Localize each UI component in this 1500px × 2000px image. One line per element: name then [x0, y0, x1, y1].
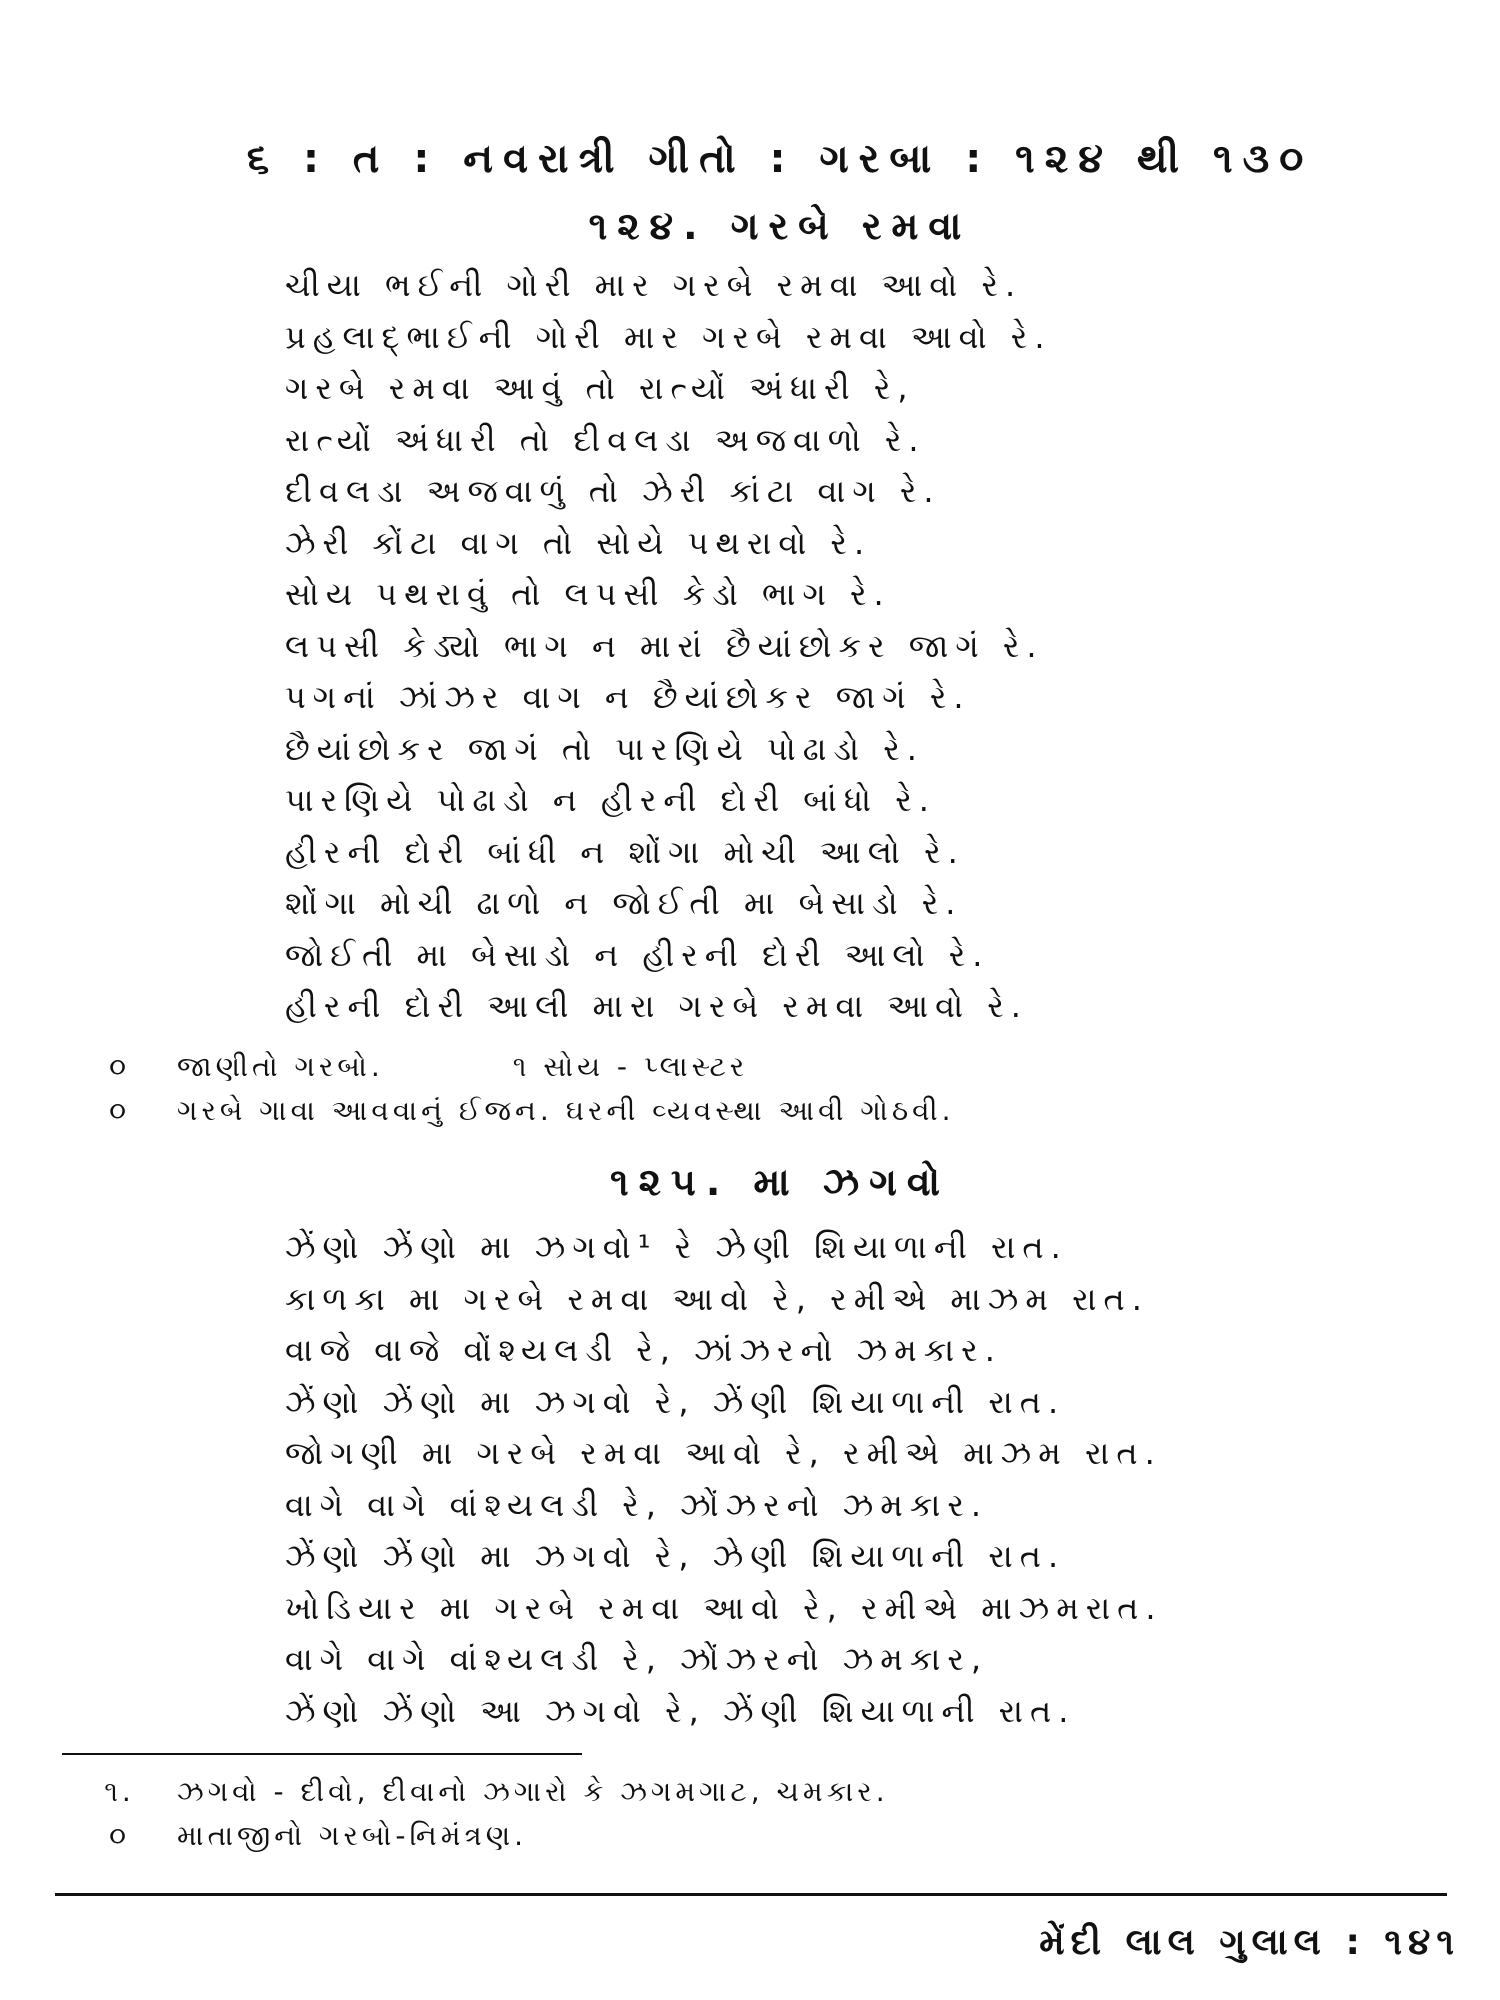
verse-line: શોંગા મોચી ઢાળો ન જોઈતી મા બેસાડો રે.: [285, 884, 963, 922]
song-title-125: ૧૨૫. મા ઝગવો: [609, 1160, 951, 1204]
verse-line: પગનાં ઝાંઝર વાગ ન છૈયાંછોકર જાગં રે.: [285, 678, 971, 716]
footer-separator: :: [1345, 1922, 1366, 1963]
page-number: ૧૪૧: [1384, 1922, 1460, 1963]
verse-line: છૈયાંછોકર જાગં તો પારણિયે પોઢાડો રે.: [285, 729, 924, 768]
chapter-heading: ૬ : ત : નવરાત્રી ગીતો : ગરબા : ૧૨૪ થી ૧૩૦: [246, 136, 1314, 182]
verse-line: જોગણી મા ગરબે રમવા આવો રે, રમીએ માઝમ રાત.: [285, 1434, 1162, 1472]
footnote: [62, 1815, 1262, 1857]
verse-line: પ્રહલાદ્ભાઈની ગોરી માર ગરબે રમવા આવો રે.: [285, 317, 1052, 356]
song-title-124: ૧૨૪. ગરબે રમવા: [588, 204, 972, 248]
song-124-note: [62, 1090, 1262, 1132]
note-text: ગરબે ગાવા આવવાનું ઈજન. ઘરની વ્યવસ્થા આવી ગોઠવી.: [177, 1094, 955, 1127]
footnote-bullet: ૦: [109, 1819, 130, 1852]
song-124-note: [62, 1046, 1262, 1088]
verse-line: વાગે વાગે વાંશ્યલડી રે, ઝોંઝરનો ઝમકાર.: [285, 1485, 989, 1524]
song-124-verse: [285, 260, 1260, 1033]
verse-line: દીવલડા અજવાળું તો ઝેરી કાંટા વાગ રે.: [285, 472, 941, 510]
verse-line: ઝેંણો ઝેંણો આ ઝગવો રે, ઝેંણી શિયાળાની રાત.: [285, 1691, 1076, 1730]
verse-line: કાળકા મા ગરબે રમવા આવો રે, રમીએ માઝમ રાત.: [285, 1279, 1149, 1318]
footnote-divider: [62, 1753, 582, 1755]
verse-line: ગરબે રમવા આવું તો રાત્યોં અંધારી રે,: [285, 369, 915, 407]
verse-line: રાત્યોં અંધારી તો દીવલડા અજવાળો રે.: [285, 420, 926, 459]
verse-line: ઝેંણો ઝેંણો મા ઝગવો¹ રે ઝેણી શિયાળાની રાત.: [285, 1228, 1068, 1266]
verse-line: ખોડિયાર મા ગરબે રમવા આવો રે, રમીએ માઝમરાત.: [285, 1588, 1163, 1627]
verse-line: હીરની દોરી આલી મારા ગરબે રમવા આવો રે.: [285, 987, 1028, 1025]
footer-rule: [55, 1893, 1447, 1896]
song-125-verse: [285, 1222, 1260, 1737]
footnote: [62, 1771, 1262, 1813]
verse-line: ઝેંણો ઝેંણો મા ઝગવો રે, ઝેણી શિયાળાની રાત.: [285, 1537, 1066, 1575]
page-footer: [1039, 1922, 1460, 1964]
verse-line: લપસી કેડ્યો ભાગ ન મારાં છૈયાંછોકર જાગં રે.: [285, 626, 1044, 665]
footnote-text: ઝગવો - દીવો, દીવાનો ઝગારો કે ઝગમગાટ, ચમકાર.: [177, 1775, 889, 1808]
note-bullet: ૦: [109, 1094, 130, 1127]
note-text: જાણીતો ગરબો. ૧ સોય - પ્લાસ્ટર: [177, 1050, 749, 1083]
verse-line: જોઈતી મા બેસાડો ન હીરની દોરી આલો રે.: [285, 935, 990, 974]
verse-line: વાજે વાજે વોંશ્યલડી રે, ઝાંઝરનો ઝમકાર.: [285, 1331, 1002, 1369]
verse-line: વાગે વાગે વાંશ્યલડી રે, ઝોંઝરનો ઝમકાર,: [285, 1640, 989, 1678]
verse-line: ઝેરી કોંટા વાગ તો સોયે પથરાવો રે.: [285, 523, 872, 562]
verse-line: હીરની દોરી બાંધી ન શોંગા મોચી આલો રે.: [285, 832, 965, 871]
verse-line: પારણિયે પોઢાડો ન હીરની દોરી બાંધો રે.: [285, 781, 936, 819]
note-bullet: ૦: [109, 1050, 130, 1083]
book-title: મેંદી લાલ ગુલાલ: [1039, 1922, 1327, 1963]
verse-line: ચીયા ભઈની ગોરી માર ગરબે રમવા આવો રે.: [285, 266, 1023, 304]
footnote-text: માતાજીનો ગરબો-નિમંત્રણ.: [177, 1819, 528, 1852]
footnote-marker: ૧.: [104, 1775, 135, 1808]
verse-line: ઝેંણો ઝેંણો મા ઝગવો રે, ઝેંણી શિયાળાની રાત.: [285, 1382, 1066, 1421]
verse-line: સોય પથરાવું તો લપસી કેડો ભાગ રે.: [285, 575, 891, 613]
